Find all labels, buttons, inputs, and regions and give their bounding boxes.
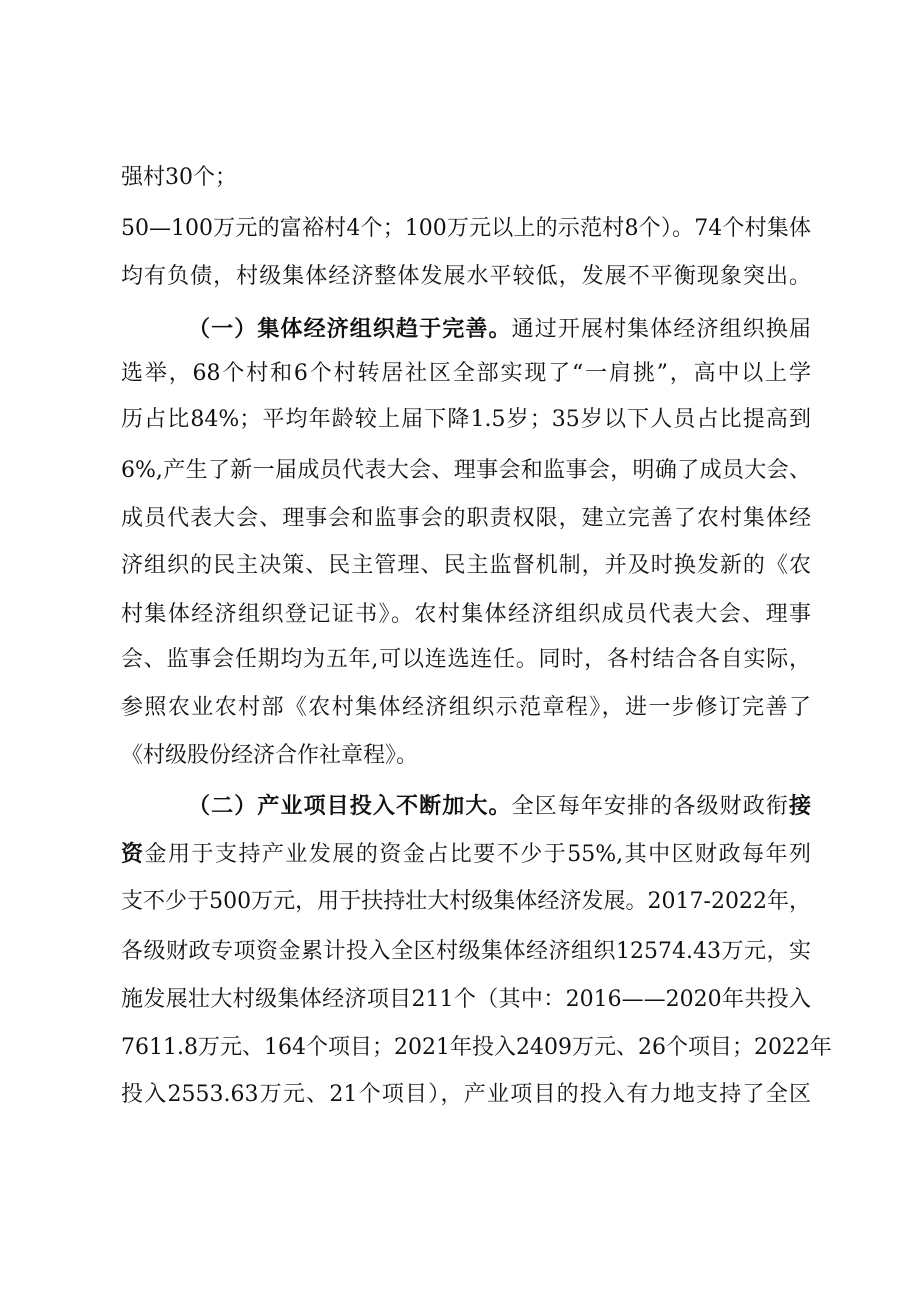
text-line: 济组织的民主决策、民主管理、民主监督机制，并及时换发新的《农 bbox=[121, 553, 811, 578]
section-heading-line bbox=[188, 314, 811, 345]
text-span: 接 bbox=[788, 793, 811, 819]
text-line: 选举，68个村和6个村转居社区全部实现了“一肩挑”，高中以上学 bbox=[121, 361, 811, 386]
text-line: 7611.8万元、164个项目；2021年投入2409万元、26个项目；2022年 bbox=[121, 1035, 832, 1060]
text-line: 强村30个； bbox=[121, 165, 237, 190]
section-heading: （二）产业项目投入不断加大。 bbox=[188, 793, 512, 819]
text-line: 成员代表大会、理事会和监事会的职责权限，建立完善了农村集体经 bbox=[121, 506, 811, 531]
text-line: 会、监事会任期均为五年,可以连选连任。同时，各村结合各自实际， bbox=[121, 647, 811, 672]
section-heading-line bbox=[188, 791, 811, 822]
text-line bbox=[121, 839, 811, 870]
section-heading: （一）集体经济组织趋于完善。 bbox=[188, 316, 512, 342]
text-line: 6%,产生了新一届成员代表大会、理事会和监事会，明确了成员大会、 bbox=[121, 458, 811, 483]
text-line: 投入2553.63万元、21个项目），产业项目的投入有力地支持了全区 bbox=[121, 1082, 811, 1107]
text-span: 全区每年安排的各级财政衔 bbox=[511, 794, 789, 819]
text-line: 50—100万元的富裕村4个；100万元以上的示范村8个）。74个村集体 bbox=[121, 216, 811, 241]
text-span: 金用于支持产业发展的资金占比要不少于55%,其中区财政每年列 bbox=[144, 842, 811, 867]
text-line: 施发展壮大村级集体经济项目211个（其中：2016——2020年共投入 bbox=[121, 987, 811, 1012]
text-line: 均有负债，村级集体经济整体发展水平较低，发展不平衡现象突出。 bbox=[121, 264, 811, 289]
text-line: 参照农业农村部《农村集体经济组织示范章程》，进一步修订完善了 bbox=[121, 695, 811, 720]
text-line: 各级财政专项资金累计投入全区村级集体经济组织12574.43万元，实 bbox=[121, 939, 811, 964]
text-span: 通过开展村集体经济组织换届 bbox=[511, 317, 811, 342]
text-line: 支不少于500万元，用于扶持壮大村级集体经济发展。2017-2022年， bbox=[121, 889, 811, 914]
text-line: 历占比84%；平均年龄较上届下降1.5岁；35岁以下人员占比提高到 bbox=[121, 407, 811, 432]
text-line: 《村级股份经济合作社章程》。 bbox=[121, 743, 419, 768]
text-span: 资 bbox=[121, 841, 145, 867]
text-line: 村集体经济组织登记证书》。农村集体经济组织成员代表大会、理事 bbox=[121, 602, 811, 627]
